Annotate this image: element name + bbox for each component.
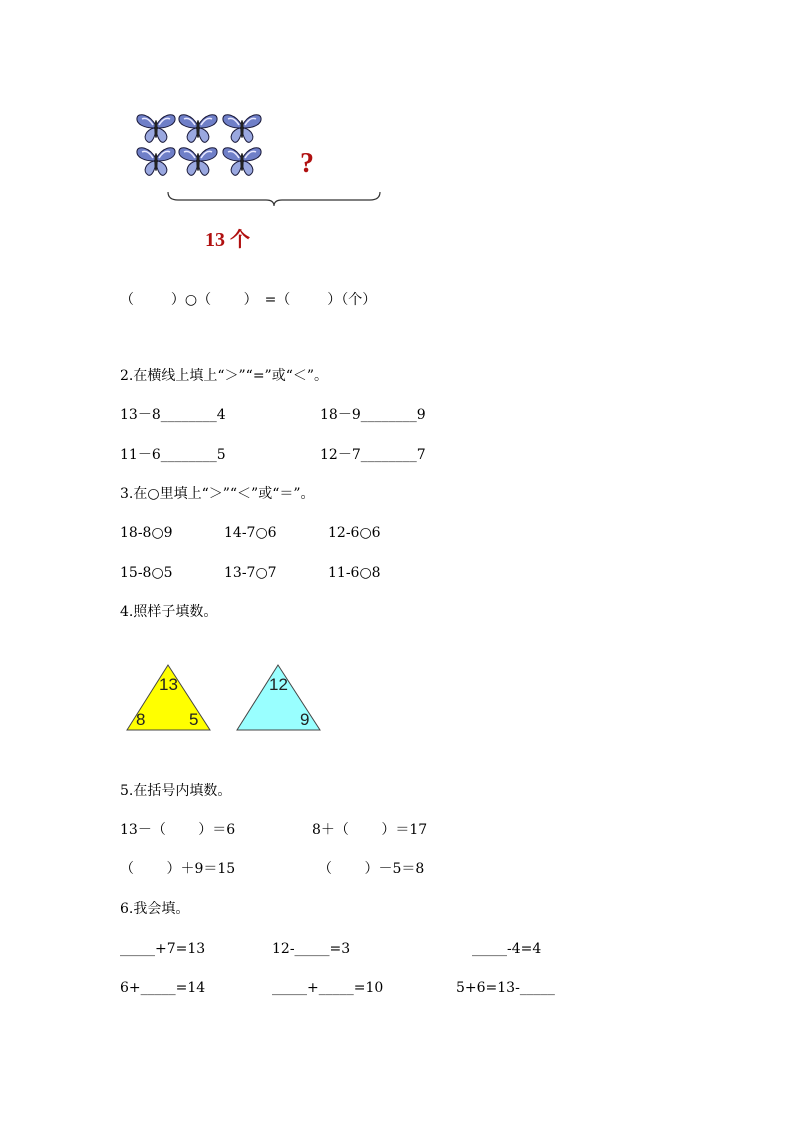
triangle-right-number: 9 [300, 710, 310, 729]
section3-item: 18-8○9 [120, 525, 173, 541]
section2-title: 2.在横线上填上“＞”“=”或“＜”。 [120, 368, 329, 384]
section6-item: _____+7=13 [120, 941, 206, 957]
section3-item: 15-8○5 [120, 565, 173, 581]
section3-item: 12-6○6 [328, 525, 381, 541]
section2-item: 13－8________4 [120, 407, 226, 423]
section2-item: 18－9________9 [320, 407, 426, 423]
section3-item: 14-7○6 [224, 525, 277, 541]
section5-item: （ ）－5＝8 [318, 861, 425, 877]
section6-item: _____-4=4 [472, 941, 542, 957]
butterfly-group [136, 112, 266, 178]
total-label: 13 个 [205, 229, 250, 251]
section6-item: 12-_____=3 [272, 941, 351, 957]
example-triangle [126, 664, 212, 732]
section5-item: （ ）＋9＝15 [120, 861, 236, 877]
question-mark: ? [300, 148, 314, 179]
section4-title: 4.照样子填数。 [120, 604, 218, 620]
exercise-triangle [236, 664, 322, 732]
triangle-right-number: 5 [189, 710, 199, 729]
butterfly-icons [136, 112, 266, 178]
section3-item: 11-6○8 [328, 565, 381, 581]
section5-title: 5.在括号内填数。 [120, 783, 232, 799]
section6-item: 5+6=13-_____ [456, 980, 555, 996]
section6-item: _____+_____=10 [272, 980, 384, 996]
section2-item: 12－7________7 [320, 447, 426, 463]
section5-item: 8＋（ ）＝17 [312, 822, 428, 838]
triangle-top-number: 12 [269, 675, 288, 694]
section5-item: 13－（ ）＝6 [120, 822, 236, 838]
triangle-top-number: 13 [159, 675, 178, 694]
problem1-equation: （ ）○（ ） =（ ）（个） [120, 292, 377, 308]
curly-brace [166, 190, 382, 208]
section2-item: 11－6________5 [120, 447, 226, 463]
section3-title: 3.在○里填上“＞”“＜”或“＝”。 [120, 486, 315, 502]
section6-item: 6+_____=14 [120, 980, 206, 996]
section6-title: 6.我会填。 [120, 901, 190, 917]
section3-item: 13-7○7 [224, 565, 277, 581]
triangle-left-number: 8 [136, 710, 146, 729]
